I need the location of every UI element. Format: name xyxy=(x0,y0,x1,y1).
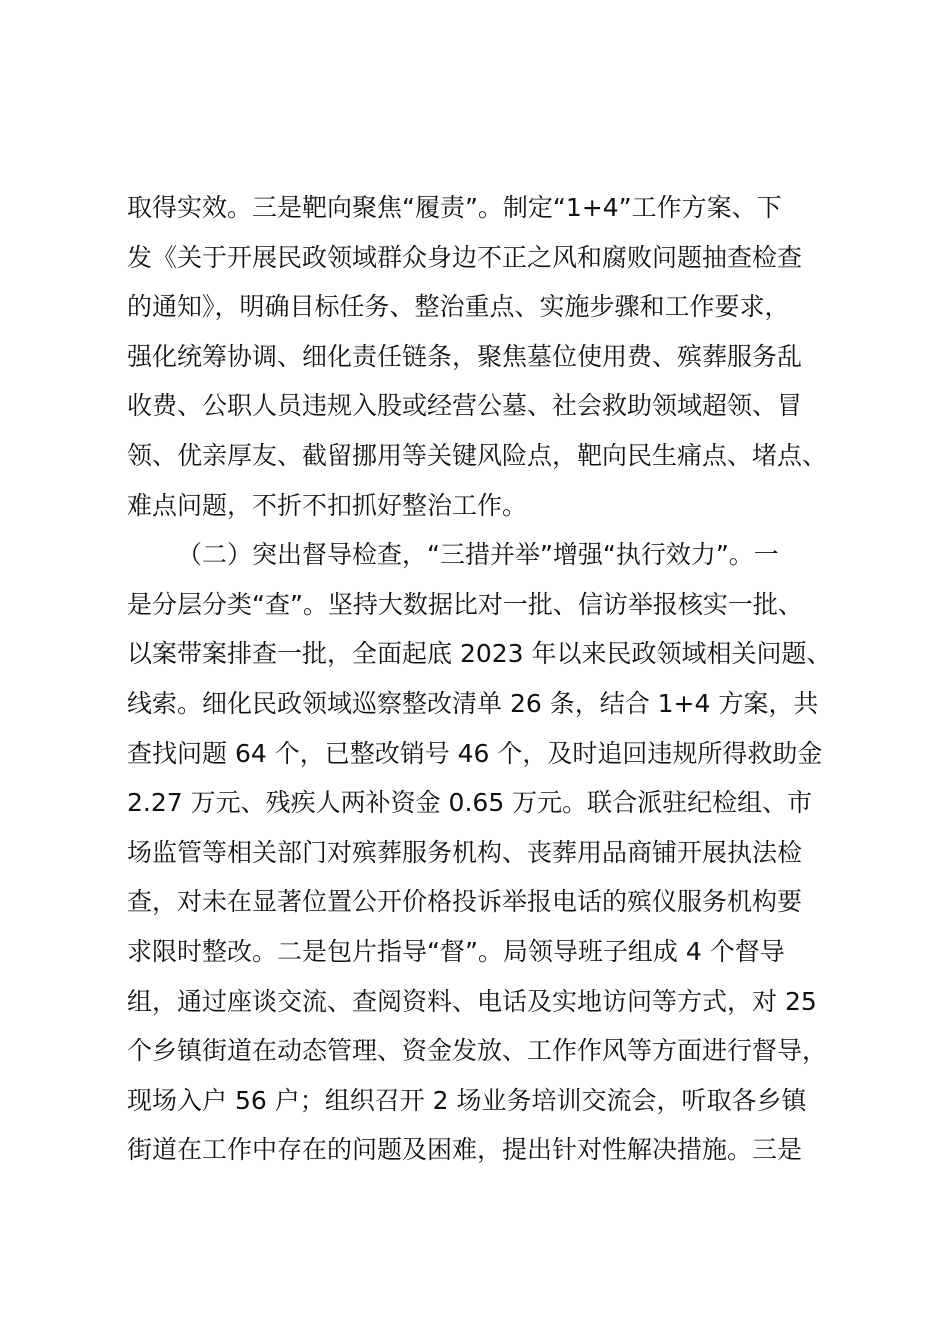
text-line: 个乡镇街道在动态管理、资金发放、工作作风等方面进行督导， xyxy=(127,1036,828,1066)
text-line: 难点问题，不折不扣抓好整治工作。 xyxy=(127,490,528,520)
text-line: 领、优亲厚友、截留挪用等关键风险点，靶向民生痛点、堵点、 xyxy=(127,440,828,470)
text-line: 查，对未在显著位置公开价格投诉举报电话的殡仪服务机构要 xyxy=(127,887,803,917)
paragraph-2 xyxy=(127,530,847,1175)
text-line: 组，通过座谈交流、查阅资料、电话及实地访问等方式，对 25 xyxy=(127,986,817,1016)
text-line: 强化统筹协调、细化责任链条，聚焦墓位使用费、殡葬服务乱 xyxy=(127,341,803,371)
text-line: 取得实效。三是靶向聚焦“履责”。制定“1+4”工作方案、下 xyxy=(127,193,782,222)
text-line: 收费、公职人员违规入股或经营公墓、社会救助领域超领、冒 xyxy=(127,391,803,421)
text-line: 线索。细化民政领域巡察整改清单 26 条，结合 1+4 方案，共 xyxy=(127,688,819,718)
paragraph-1 xyxy=(127,183,847,530)
text-line: 的通知》，明确目标任务、整治重点、实施步骤和工作要求， xyxy=(127,292,790,322)
text-line: 街道在工作中存在的问题及困难，提出针对性解决措施。三是 xyxy=(127,1135,803,1165)
text-line: 查找问题 64 个，已整改销号 46 个，及时追回违规所得救助金 xyxy=(127,738,823,768)
text-line: 2.27 万元、残疾人两补资金 0.65 万元。联合派驻纪检组、市 xyxy=(127,788,813,818)
text-line: 现场入户 56 户；组织召开 2 场业务培训交流会，听取各乡镇 xyxy=(127,1085,807,1115)
text-line: 求限时整改。二是包片指导“督”。局领导班子组成 4 个督导 xyxy=(127,936,785,966)
text-line: 场监管等相关部门对殡葬服务机构、丧葬用品商铺开展执法检 xyxy=(127,837,803,867)
text-line: 是分层分类“查”。坚持大数据比对一批、信访举报核实一批、 xyxy=(127,589,803,619)
text-line: 发《关于开展民政领域群众身边不正之风和腐败问题抽查检查 xyxy=(127,242,803,272)
document-body xyxy=(127,183,847,1175)
paragraph-heading-line: （二）突出督导检查，“三措并举”增强“执行效力”。一 xyxy=(177,540,779,570)
text-line: 以案带案排查一批，全面起底 2023 年以来民政领域相关问题、 xyxy=(127,639,832,669)
